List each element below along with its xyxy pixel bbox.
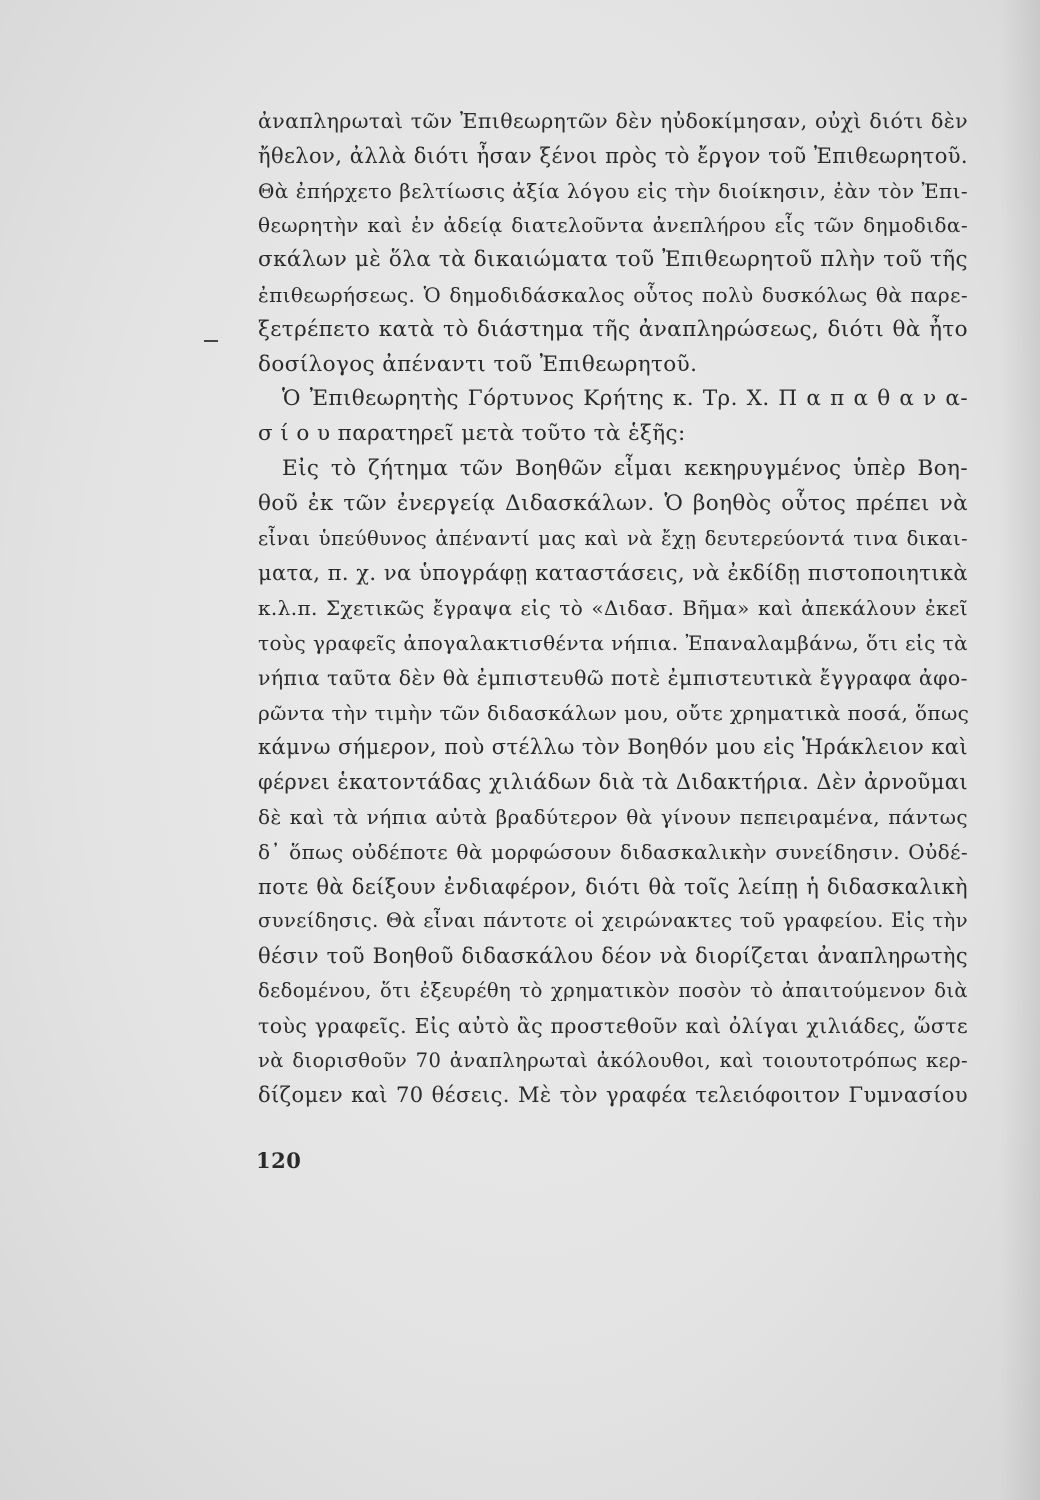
text-line-23: ποτε θὰ δείξουν ἐνδιαφέρον, διότι θὰ τοῖς λείπῃ ἡ διδασκαλικὴ <box>258 874 968 899</box>
text-line-8: δοσίλογος ἀπέναντι τοῦ Ἐπιθεωρητοῦ. <box>258 351 698 377</box>
text-line-11: Εἰς τὸ ζήτημα τῶν Βοηθῶν εἶμαι κεκηρυγμένος ὑπὲρ Βοη- <box>282 455 968 481</box>
text-line-2: ἤθελον, ἀλλὰ διότι ἦσαν ξένοι πρὸς τὸ ἔργον τοῦ Ἐπιθεωρητοῦ. <box>258 143 968 168</box>
text-line-28: νὰ διορισθοῦν 70 ἀναπληρωταὶ ἀκόλουθοι, καὶ τοιουτοτρόπως κερ- <box>258 1048 968 1072</box>
text-line-13: εἶναι ὑπεύθυνος ἀπέναντί μας καὶ νὰ ἔχῃ δευτερεύοντά τινα δικαι- <box>258 526 968 550</box>
text-line-20: φέρνει ἑκατοντάδας χιλιάδων διὰ τὰ Διδακτήρια. Δὲν ἀρνοῦμαι <box>258 770 968 795</box>
text-line-3: Θὰ ἐπήρχετο βελτίωσις ἀξία λόγου εἰς τὴν διοίκησιν, ἐὰν τὸν Ἐπι- <box>258 178 968 203</box>
text-line-17: νήπια ταῦτα δὲν θὰ ἐμπιστευθῶ ποτὲ ἐμπιστευτικὰ ἔγγραφα ἀφο- <box>258 665 968 690</box>
text-line-10: σ ί ο υ παρατηρεῖ μετὰ τοῦτο τὰ ἑξῆς: <box>258 421 686 447</box>
text-line-26: δεδομένου, ὅτι ἐξευρέθη τὸ χρηματικὸν ποσὸν τὸ ἀπαιτούμενον διὰ <box>258 978 968 1002</box>
text-line-14: ματα, π. χ. να ὑπογράφῃ καταστάσεις, νὰ ἐκδίδῃ πιστοποιητικὰ <box>258 561 968 586</box>
text-line-25: θέσιν τοῦ Βοηθοῦ διδασκάλου δέον νὰ διορίζεται ἀναπληρωτὴς <box>258 944 968 969</box>
text-line-4: θεωρητὴν καὶ ἐν ἀδείᾳ διατελοῦντα ἀνεπλήρου εἷς τῶν δημοδιδα- <box>258 213 968 238</box>
text-line-7: ξετρέπετο κατὰ τὸ διάστημα τῆς ἀναπληρώσεως, διότι θὰ ἦτο <box>258 316 968 342</box>
text-line-16: τοὺς γραφεῖς ἀπογαλακτισθέντα νήπια. Ἐπαναλαμβάνω, ὅτι εἰς τὰ <box>258 630 968 655</box>
text-line-27: τοὺς γραφεῖς. Εἰς αὐτὸ ἂς προστεθοῦν καὶ ὀλίγαι χιλιάδες, ὥστε <box>258 1013 968 1038</box>
text-line-21: δὲ καὶ τὰ νήπια αὐτὰ βραδύτερον θὰ γίνουν πεπειραμένα, πάντως <box>258 804 968 829</box>
margin-dash-mark <box>204 340 218 342</box>
text-line-9: Ὁ Ἐπιθεωρητὴς Γόρτυνος Κρήτης κ. Τρ. Χ. Π α π α θ α ν α- <box>282 386 968 412</box>
text-line-15: κ.λ.π. Σχετικῶς ἔγραψα εἰς τὸ «Διδασ. Βῆμα» καὶ ἀπεκάλουν ἐκεῖ <box>258 596 968 621</box>
text-line-22: δ᾽ ὅπως οὐδέποτε θὰ μορφώσουν διδασκαλικὴν συνείδησιν. Οὐδέ- <box>258 839 968 864</box>
body-text <box>258 104 968 1113</box>
page-edge-shadow <box>1000 0 1040 1500</box>
text-line-19: κάμνω σήμερον, ποὺ στέλλω τὸν Βοηθόν μου εἰς Ἡράκλειον καὶ <box>258 735 968 760</box>
page-number: 120 <box>256 1148 302 1173</box>
text-line-1: ἀναπληρωταὶ τῶν Ἐπιθεωρητῶν δὲν ηὐδοκίμησαν, οὐχὶ διότι δὲν <box>258 109 968 133</box>
text-line-12: θοῦ ἐκ τῶν ἐνεργείᾳ Διδασκάλων. Ὁ βοηθὸς οὗτος πρέπει νὰ <box>258 490 968 516</box>
text-line-29: δίζομεν καὶ 70 θέσεις. Μὲ τὸν γραφέα τελειόφοιτον Γυμνασίου <box>258 1083 968 1108</box>
text-line-18: ρῶντα τὴν τιμὴν τῶν διδασκάλων μου, οὔτε χρηματικὰ ποσά, ὅπως <box>258 700 970 725</box>
text-line-5: σκάλων μὲ ὅλα τὰ δικαιώματα τοῦ Ἐπιθεωρητοῦ πλὴν τοῦ τῆς <box>258 247 968 273</box>
text-line-6: ἐπιθεωρήσεως. Ὁ δημοδιδάσκαλος οὗτος πολὺ δυσκόλως θὰ παρε- <box>258 282 968 307</box>
text-line-24: συνείδησις. Θὰ εἶναι πάντοτε οἱ χειρώνακτες τοῦ γραφείου. Εἰς τὴν <box>258 909 968 933</box>
